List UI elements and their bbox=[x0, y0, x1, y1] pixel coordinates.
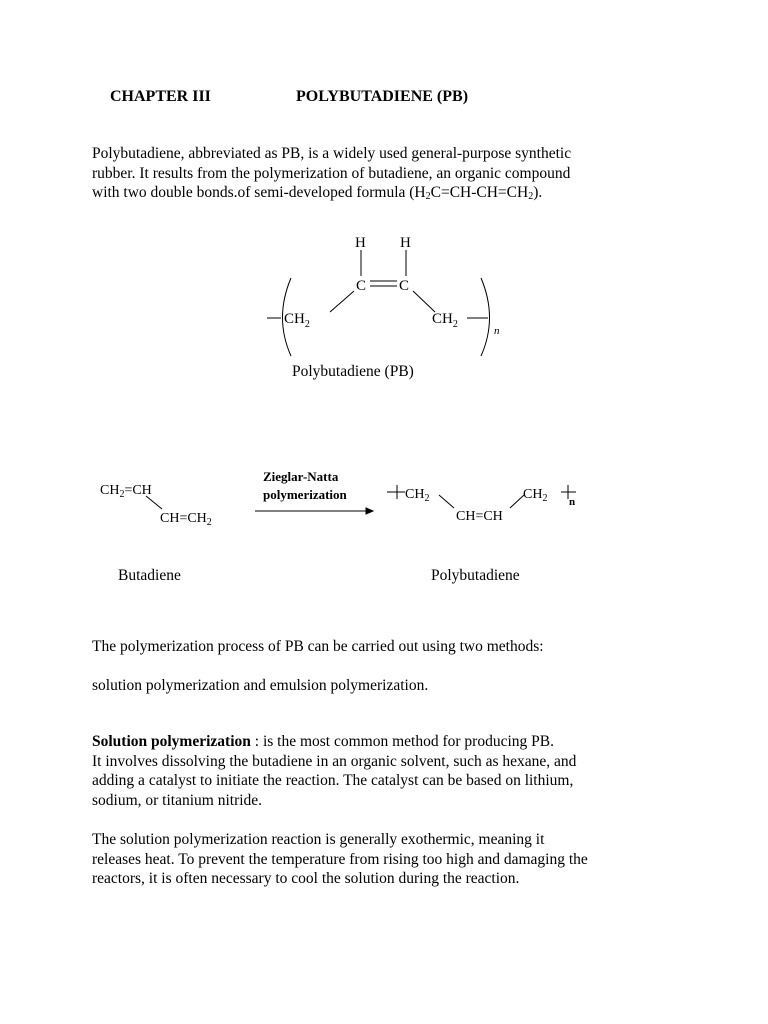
catalyst-label-1: Zieglar-Natta bbox=[263, 469, 339, 484]
methods-line-2: solution polymerization and emulsion polymerization. bbox=[92, 677, 429, 694]
chapter-label: CHAPTER III bbox=[110, 88, 211, 105]
catalyst-label-2: polymerization bbox=[263, 487, 347, 502]
solution-line-3: adding a catalyst to initiate the reaction. The catalyst can be based on lithium, bbox=[92, 772, 574, 789]
product-ch2-right: $CH_2$ bbox=[523, 487, 548, 504]
exothermic-line-3: reactors, it is often necessary to cool the solution during the reaction. bbox=[92, 870, 520, 887]
exothermic-line-2: releases heat. To prevent the temperature from rising too high and damaging the bbox=[92, 850, 588, 868]
hydrogen-left: H bbox=[355, 235, 366, 251]
methods-line-1: The polymerization process of PB can be carried out using two methods: bbox=[92, 638, 544, 655]
product-ch-ch: CH=CH bbox=[456, 509, 503, 524]
carbon-left: C bbox=[356, 278, 367, 294]
ch2-left: $CH_2$ bbox=[284, 311, 310, 330]
product-ch2-left: $CH_2$ bbox=[405, 487, 430, 504]
solution-line-2: It involves dissolving the butadiene in an organic solvent, such as hexane, and bbox=[92, 752, 577, 770]
intro-line-1: Polybutadiene, abbreviated as PB, is a widely used general-purpose synthetic bbox=[92, 145, 572, 162]
structure-caption: Polybutadiene (PB) bbox=[292, 363, 414, 380]
ch2-right: $CH_2$ bbox=[432, 311, 458, 330]
intro-paragraph bbox=[92, 144, 692, 207]
exothermic-line-1: The solution polymerization reaction is generally exothermic, meaning it bbox=[92, 831, 545, 848]
polybutadiene-caption: Polybutadiene bbox=[431, 567, 520, 584]
reactant-ch-ch2: $CH=CH_2$ bbox=[160, 511, 212, 528]
solution-line-1: Solution polymerization : is the most common method for producing PB. bbox=[92, 733, 554, 750]
carbon-right: C bbox=[399, 278, 410, 294]
butadiene-caption: Butadiene bbox=[118, 567, 181, 584]
polybutadiene-structure bbox=[255, 228, 515, 358]
reactant-ch2-ch: $CH_2=CH$ bbox=[100, 483, 152, 500]
solution-term: Solution polymerization bbox=[92, 733, 251, 750]
solution-line-4: sodium, or titanium nitride. bbox=[92, 791, 263, 809]
hydrogen-right: H bbox=[400, 235, 411, 251]
reaction-scheme bbox=[90, 465, 600, 535]
repeat-n: n bbox=[494, 325, 500, 337]
intro-line-3: with two double bonds.of semi-developed formula $(H_2C=CH-CH=CH_2)$. bbox=[92, 184, 543, 202]
product-repeat-n: n bbox=[569, 496, 576, 508]
exothermic-paragraph bbox=[92, 830, 692, 889]
chapter-title: POLYBUTADIENE (PB) bbox=[296, 88, 469, 105]
solution-paragraph bbox=[92, 732, 692, 810]
intro-line-2: rubber. It results from the polymerization of butadiene, an organic compound bbox=[92, 164, 571, 182]
